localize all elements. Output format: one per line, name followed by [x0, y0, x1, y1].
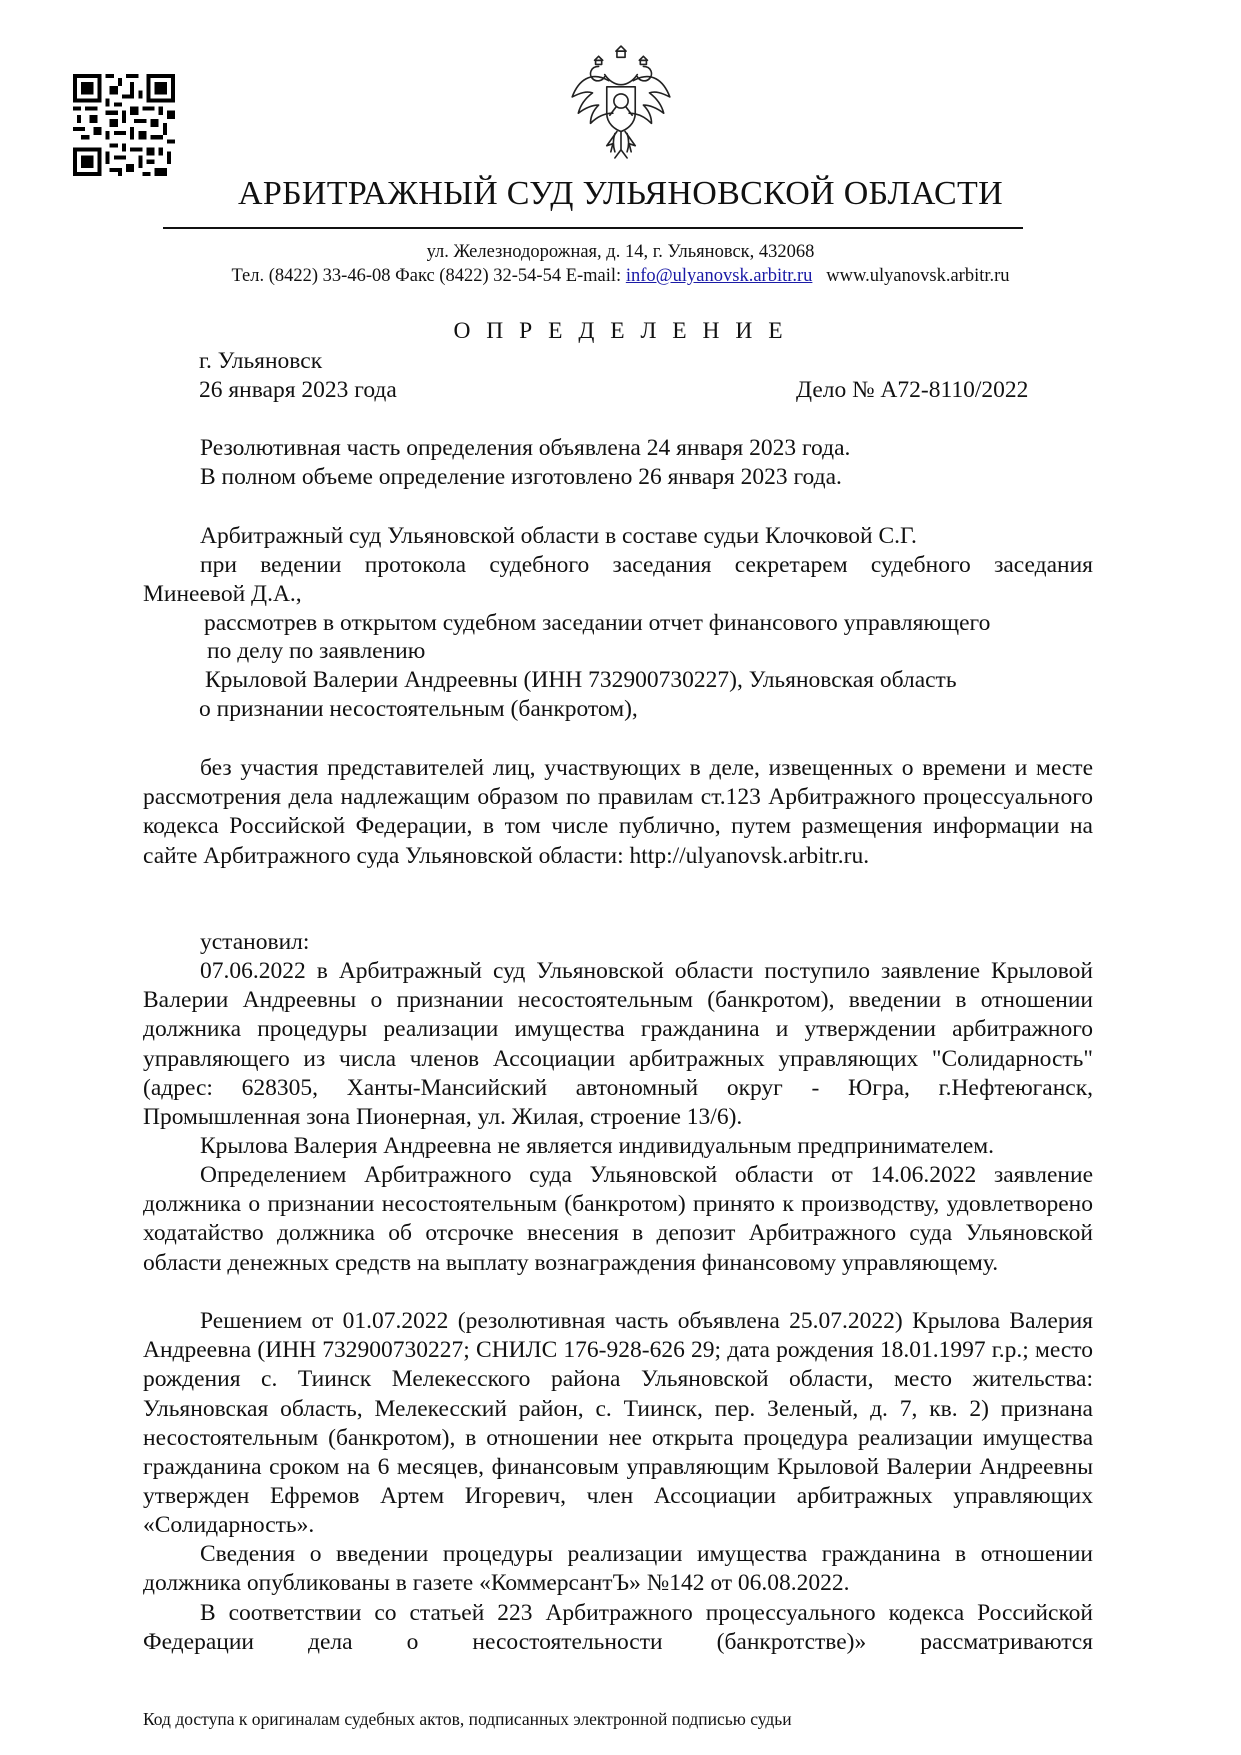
considering-line-2: по делу по заявлению: [207, 638, 426, 664]
protocol-line-1: при ведении протокола судебного заседания секретарем судебного заседания: [200, 552, 1093, 578]
paragraph-3: [143, 1161, 1093, 1278]
paragraph-4: [143, 1307, 1093, 1541]
court-name: АРБИТРАЖНЫЙ СУД УЛЬЯНОВСКОЙ ОБЛАСТИ: [238, 175, 1003, 212]
case-number: Дело № А72-8110/2022: [796, 377, 1029, 403]
document-title: О П Р Е Д Е Л Е Н И Е: [453, 318, 788, 344]
title-divider: [163, 227, 1023, 229]
participation-text: без участия представителей лиц, участвующих в деле, извещенных о времени и месте рассмотрения дела надлежащим образом по правилам ст.123 Арбитражного процессуального кодекса Российской Федерации, в том числе публично, путем размещения информации на сайте Арбитражного суда Ульяновской области: http://ulyanovsk.arbitr.ru.: [143, 755, 1093, 869]
paragraph-5: [143, 1540, 1093, 1598]
protocol-line-2: Минеевой Д.А.,: [143, 581, 302, 607]
access-code-note: Код доступа к оригиналам судебных актов, подписанных электронной подписью судьи: [143, 1709, 792, 1729]
paragraph-3-text: Определением Арбитражного суда Ульяновской области от 14.06.2022 заявление должника о признании несостоятельным (банкротом) принято к производству, удовлетворено ходатайство должника об отсрочке внесения в депозит Арбитражного суда Ульяновской области денежных средств на выплату вознаграждения финансовому управляющему.: [143, 1162, 1093, 1276]
city: г. Ульяновск: [199, 348, 323, 374]
paragraph-2-text: Крылова Валерия Андреевна не является индивидуальным предпринимателем.: [200, 1133, 995, 1159]
paragraph-4-text: Решением от 01.07.2022 (резолютивная часть объявлена 25.07.2022) Крылова Валерия Андреевна (ИНН 732900730227; СНИЛС 176-928-626 29; дата рождения 18.01.1997 г.р.; место рождения с. Тиинск Мелекесского района Ульяновской области, место жительства: Ульяновская область, Мелекесский район, с. Тиинск, пер. Зеленый, д. 7, кв. 2) признана несостоятельным (банкротом), в отношении нее открыта процедура реализации имущества гражданина сроком на 6 месяцев, финансовым управляющим Крыловой Валерии Андреевны утвержден Ефремов Артем Игоревич, член Ассоциации арбитражных управляющих «Солидарность».: [143, 1308, 1093, 1539]
paragraph-1-text: 07.06.2022 в Арбитражный суд Ульяновской области поступило заявление Крыловой Валерии Андреевны о признании несостоятельным (банкротом), введении в отношении должника процедуры реализации имущества гражданина и утверждении арбитражного управляющего из числа членов Ассоциации арбитражных управляющих "Солидарность" (адрес: 628305, Ханты-Мансийский автономный округ - Югра, г.Нефтеюганск, Промышленная зона Пионерная, ул. Жилая, строение 13/6).: [143, 958, 1093, 1131]
considering-line-3: Крыловой Валерии Андреевны (ИНН 732900730227), Ульяновская область: [205, 667, 957, 693]
paragraph-6-text: В соответствии со статьей 223 Арбитражного процессуального кодекса Российской Федерации дела о несостоятельности (банкротстве)» рассматриваются: [143, 1600, 1093, 1656]
considering-line-1: рассмотрев в открытом судебном заседании отчет финансового управляющего: [204, 610, 991, 636]
qr-code-icon: [73, 74, 175, 176]
coat-of-arms-icon: [560, 40, 682, 162]
paragraph-1: [143, 957, 1093, 1132]
court-contacts: [0, 265, 1241, 287]
resolution-line-2: В полном объеме определение изготовлено 26 января 2023 года.: [200, 464, 842, 490]
resolution-line-1: Резолютивная часть определения объявлена 24 января 2023 года.: [200, 435, 851, 461]
court-address: ул. Железнодорожная, д. 14, г. Ульяновск, 432068: [426, 242, 815, 262]
paragraph-5-text: Сведения о введении процедуры реализации имущества гражданина в отношении должника опубликованы в газете «КоммерсантЪ» №142 от 06.08.2022.: [143, 1541, 1093, 1597]
website: www.ulyanovsk.arbitr.ru: [826, 266, 1010, 286]
participation-paragraph: [143, 754, 1093, 871]
paragraph-2: [143, 1132, 1093, 1161]
court-composition: Арбитражный суд Ульяновской области в составе судьи Клочковой С.Г.: [200, 523, 917, 549]
paragraph-6: [143, 1599, 1093, 1657]
email-link[interactable]: info@ulyanovsk.arbitr.ru: [625, 266, 813, 286]
established-heading: установил:: [200, 929, 310, 955]
considering-line-4: о признании несостоятельным (банкротом),: [199, 696, 638, 722]
phone-fax: Тел. (8422) 33-46-08 Факс (8422) 32-54-54 E-mail:: [231, 266, 622, 286]
document-date: 26 января 2023 года: [199, 377, 397, 403]
